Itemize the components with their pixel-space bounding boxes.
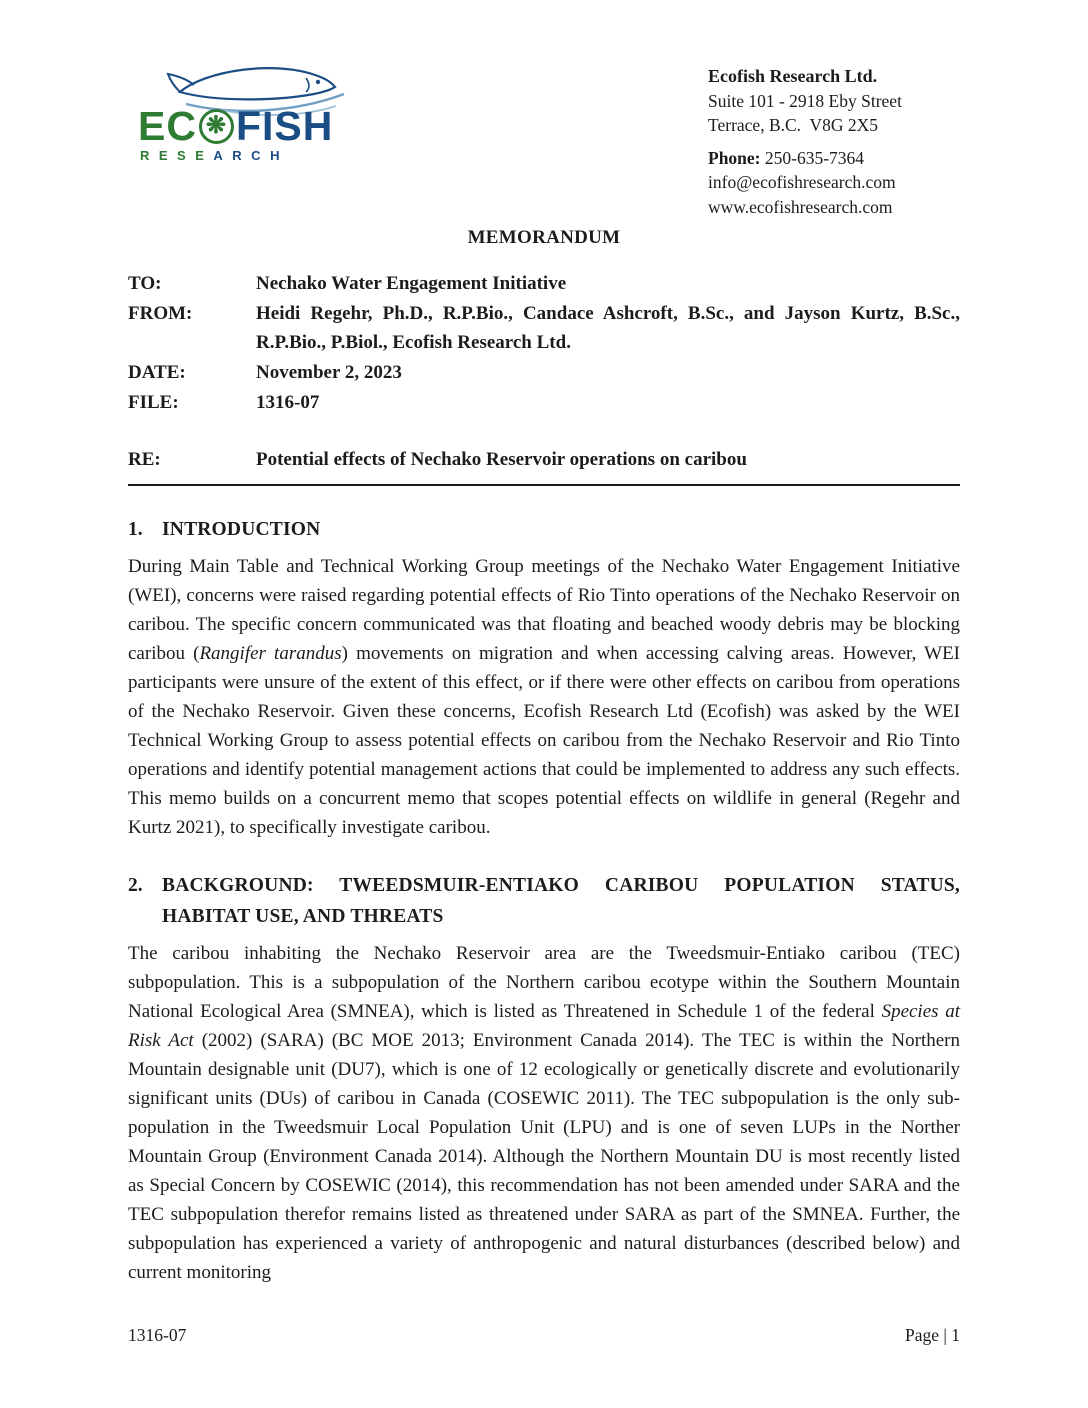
contact-info: [708, 56, 960, 219]
section-1-paragraph: During Main Table and Technical Working Group meetings of the Nechako Water Engagement Initiative (WEI), concerns were raised regarding potential effects of Rio Tinto operations of the Nechako Reservoir on caribou. The specific concern communicated was that floating and beached woody debris may be blocking caribou (Rangifer tarandus) movements on migration and when accessing calving areas. However, WEI participants were unsure of the extent of this effect, or if there were other effects on caribou from operations of the Nechako Reservoir. Given these concerns, Ecofish Research Ltd (Ecofish) was asked by the WEI Technical Working Group to assess potential effects on caribou from the Nechako Reservoir and Rio Tinto operations and identify potential management actions that could be implemented to address any such effects. This memo builds on a concurrent memo that scopes potential effects on wildlife in general (Regehr and Kurtz 2021), to specifically investigate caribou.: [128, 556, 960, 838]
memo-row-from: [128, 299, 960, 357]
file-value: 1316-07: [256, 392, 320, 413]
phone-label: Phone:: [708, 147, 761, 168]
section-1-title: INTRODUCTION: [162, 519, 321, 540]
memo-row-file: [128, 388, 960, 417]
re-value: Potential effects of Nechako Reservoir operations on caribou: [256, 449, 747, 470]
phone-row: [708, 146, 960, 171]
address-line-2: Terrace, B.C. V8G 2X5: [708, 115, 879, 135]
to-label: TO:: [128, 273, 162, 294]
address-line-1: Suite 101 - 2918 Eby Street: [708, 90, 902, 111]
section-2-number: 2.: [128, 875, 143, 896]
date-value: November 2, 2023: [256, 362, 402, 383]
footer-page-number: Page | 1: [904, 1325, 960, 1345]
section-2-title: BACKGROUND: TWEEDSMUIR-ENTIAKO CARIBOU POPULATION STATUS, HABITAT USE, AND THREATS: [162, 875, 960, 927]
logo-fish-text: FISH: [235, 103, 334, 149]
section-2-heading: [128, 870, 960, 932]
memo-title: MEMORANDUM: [467, 227, 621, 248]
company-name: Ecofish Research Ltd.: [708, 66, 878, 86]
file-label: FILE:: [128, 392, 179, 413]
footer-file-number: 1316-07: [128, 1325, 187, 1345]
website-url: www.ecofishresearch.com: [708, 196, 893, 217]
date-label: DATE:: [128, 362, 186, 383]
from-label: FROM:: [128, 303, 193, 324]
page-header: [128, 56, 960, 219]
to-value: Nechako Water Engagement Initiative: [256, 273, 567, 294]
section-2-paragraph: The caribou inhabiting the Nechako Reservoir area are the Tweedsmuir-Entiako caribou (TEC) subpopulation. This is a subpopulation of the Northern caribou ecotype within the Southern Mountain National Ecological Area (SMNEA), which is listed as Threatened in Schedule 1 of the federal Species at Risk Act (2002) (SARA) (BC MOE 2013; Environment Canada 2014). The TEC is within the Northern Mountain designable unit (DU7), which is one of 12 ecologically or genetically discrete and evolutionarily significant units (DUs) of caribou in Canada (COSEWIC 2011). The TEC subpopulation is the only sub-population in the Tweedsmuir Local Population Unit (LPU) and is one of seven LUPs in the Norther Mountain Group (Environment Canada 2014). Although the Northern Mountain DU is most recently listed as Special Concern by COSEWIC (2014), this recommendation has not been amended under SARA and the TEC subpopulation therefor remains listed as threatened under SARA as part of the SMNEA. Further, the subpopulation has experienced a variety of anthropogenic and natural disturbances (described below) and current monitoring: [128, 943, 961, 1283]
re-label: RE:: [128, 449, 161, 470]
section-1-number: 1.: [128, 519, 143, 540]
ecofish-logo: [138, 58, 368, 163]
logo-research-green: RESE: [140, 148, 214, 163]
memo-header-rows: [128, 269, 960, 486]
logo-wordmark: [138, 103, 368, 149]
logo-research-text: [140, 148, 368, 163]
from-value: Heidi Regehr, Ph.D., R.P.Bio., Candace Ashcroft, B.Sc., and Jayson Kurtz, B.Sc., R.P.Bio., P.Biol., Ecofish Research Ltd.: [256, 303, 960, 353]
logo-research-blue: ARCH: [213, 148, 289, 163]
phone-number: 250-635-7364: [764, 147, 865, 168]
email-address: info@ecofishresearch.com: [708, 172, 896, 192]
memo-row-re: [128, 445, 960, 486]
page-footer: [128, 1325, 960, 1346]
memo-row-to: [128, 269, 960, 298]
logo-eco-text: EC: [138, 103, 197, 149]
logo-tree-icon: ❋: [199, 109, 234, 144]
memo-row-date: [128, 358, 960, 387]
section-1-heading: [128, 514, 960, 545]
